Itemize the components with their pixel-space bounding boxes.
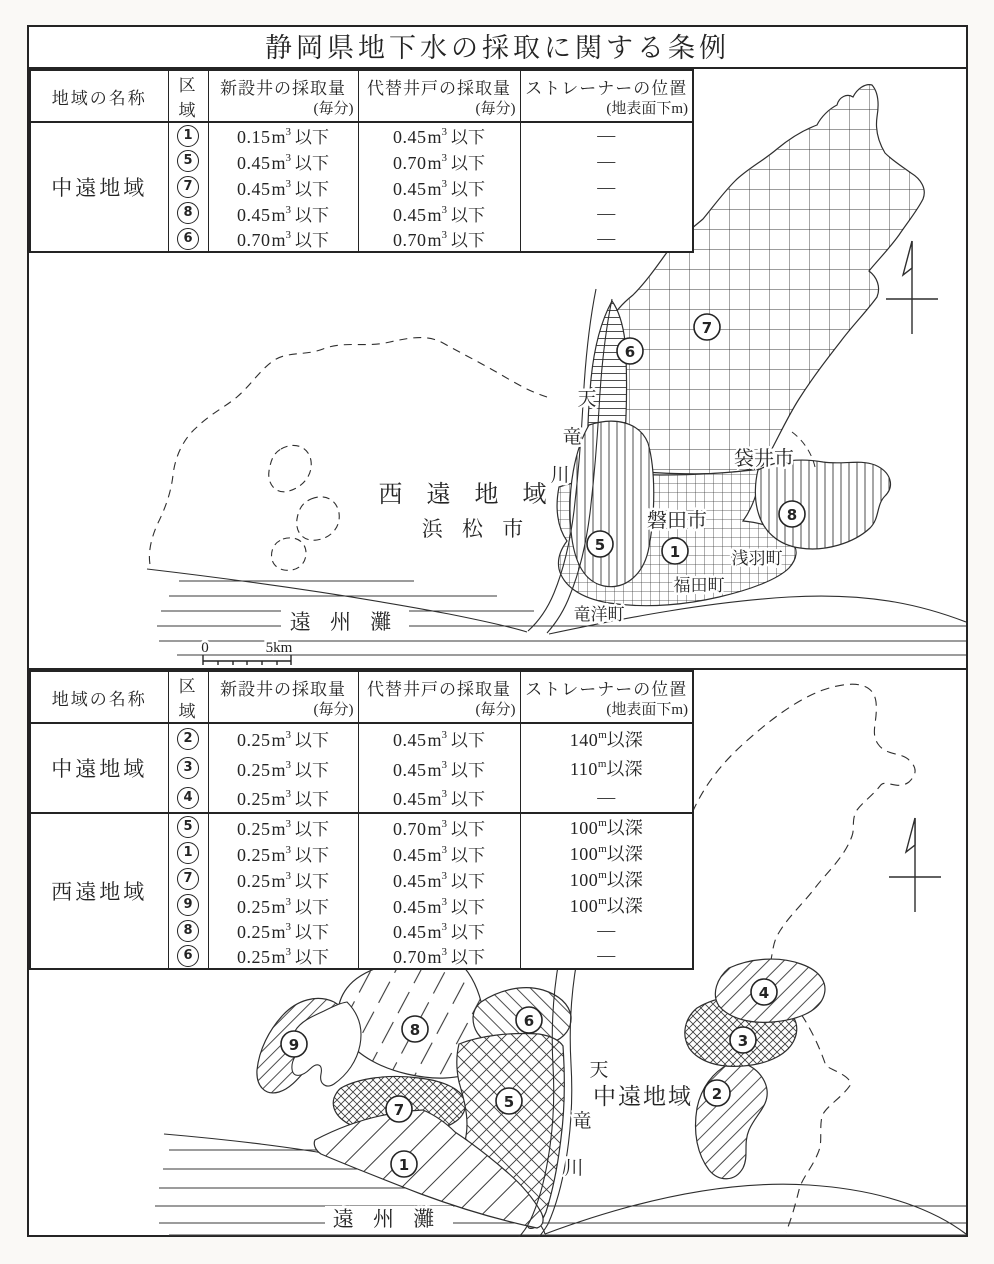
scale-bar	[201, 640, 292, 665]
svg-text:3: 3	[737, 1032, 749, 1050]
new-well-value: $0.25m^3$ 以下	[208, 783, 358, 813]
col-header-new-well: 新設井の採取量 (毎分)	[208, 671, 358, 723]
enshunada-label: 遠 州 灘	[289, 610, 399, 634]
repl-well-value: $0.45m^3$ 以下	[358, 723, 520, 753]
strainer-value: 140$^m$以深	[520, 723, 693, 753]
zone-cell	[168, 813, 208, 840]
strainer-value: 110$^m$以深	[520, 753, 693, 783]
table-row	[30, 813, 693, 840]
svg-text:7: 7	[393, 1101, 405, 1119]
col-header-new-well: 新設井の採取量 (毎分)	[208, 70, 358, 122]
col-header-strainer: ストレーナーの位置 (地表面下m)	[520, 671, 693, 723]
svg-text:6: 6	[624, 343, 636, 361]
regulation-table-seien	[29, 670, 694, 970]
asaba-town-label: 浅羽町	[731, 549, 783, 568]
strainer-value: —	[520, 148, 693, 174]
strainer-value: —	[520, 226, 693, 252]
new-well-value: $0.25m^3$ 以下	[208, 753, 358, 783]
zone-5-region	[570, 421, 654, 586]
table-row	[30, 723, 693, 753]
repl-well-value: $0.45m^3$ 以下	[358, 783, 520, 813]
col-header-region: 地域の名称	[30, 671, 168, 723]
repl-well-value: $0.45m^3$ 以下	[358, 866, 520, 892]
zone-badge: 8	[177, 920, 199, 942]
scale-end-label: 5km	[265, 640, 293, 656]
zone-7-badge	[386, 1096, 412, 1122]
page-title: 静岡県地下水の採取に関する条例	[29, 27, 966, 69]
document-frame	[27, 25, 968, 1237]
river-label-1: 天	[577, 389, 597, 410]
zone-8-badge	[779, 501, 805, 527]
river-label-2: 竜	[562, 427, 582, 448]
svg-text:5: 5	[594, 536, 606, 554]
zone-badge: 6	[177, 228, 199, 250]
col-header-region: 地域の名称	[30, 70, 168, 122]
new-well-value: $0.25m^3$ 以下	[208, 918, 358, 943]
enshunada-label: 遠 州 灘	[332, 1207, 442, 1231]
iwata-city-label: 磐田市	[647, 510, 707, 532]
river-label-3: 川	[564, 1158, 584, 1179]
fukude-town-label: 福田町	[673, 576, 725, 595]
zone-4-badge	[751, 979, 777, 1005]
col-header-strainer: ストレーナーの位置 (地表面下m)	[520, 70, 693, 122]
fukuroi-city-label: 袋井市	[734, 448, 794, 470]
hamamatsu-city-label: 浜 松 市	[421, 517, 531, 541]
zone-cell	[168, 723, 208, 753]
svg-text:5: 5	[503, 1093, 515, 1111]
region-name: 中遠地域	[30, 122, 168, 252]
zone-6-badge	[516, 1007, 542, 1033]
svg-text:9: 9	[288, 1036, 300, 1054]
regulation-table-chuen	[29, 69, 694, 253]
zone-1-badge	[662, 538, 688, 564]
strainer-value: —	[520, 918, 693, 943]
river-label-1: 天	[589, 1060, 609, 1081]
zone-cell	[168, 892, 208, 918]
svg-text:7: 7	[701, 319, 713, 337]
table-row	[30, 122, 693, 148]
strainer-value: —	[520, 943, 693, 969]
new-well-value: $0.25m^3$ 以下	[208, 840, 358, 866]
new-well-value: $0.45m^3$ 以下	[208, 200, 358, 226]
repl-well-value: $0.45m^3$ 以下	[358, 918, 520, 943]
zone-cell	[168, 200, 208, 226]
zone-3-badge	[730, 1027, 756, 1053]
svg-text:1: 1	[669, 543, 681, 561]
zone-badge: 5	[177, 816, 199, 838]
zone-badge: 3	[177, 757, 199, 779]
strainer-value: —	[520, 174, 693, 200]
zone-badge: 7	[177, 868, 199, 890]
repl-well-value: $0.45m^3$ 以下	[358, 174, 520, 200]
svg-text:6: 6	[523, 1012, 535, 1030]
svg-text:2: 2	[711, 1085, 723, 1103]
strainer-value: 100$^m$以深	[520, 866, 693, 892]
strainer-value: —	[520, 200, 693, 226]
new-well-value: $0.45m^3$ 以下	[208, 174, 358, 200]
strainer-value: 100$^m$以深	[520, 840, 693, 866]
svg-text:4: 4	[758, 984, 770, 1002]
north-arrow	[889, 818, 941, 912]
coastline-east	[545, 1184, 966, 1234]
zone-badge: 5	[177, 150, 199, 172]
section-chuen	[29, 69, 966, 668]
zone-cell	[168, 226, 208, 252]
strainer-value: 100$^m$以深	[520, 813, 693, 840]
new-well-value: $0.45m^3$ 以下	[208, 148, 358, 174]
zone-cell	[168, 943, 208, 969]
zone-badge: 7	[177, 176, 199, 198]
region-name: 中遠地域	[30, 723, 168, 813]
repl-well-value: $0.45m^3$ 以下	[358, 840, 520, 866]
header-row	[30, 671, 693, 723]
new-well-value: $0.25m^3$ 以下	[208, 943, 358, 969]
zone-2-region	[696, 1063, 768, 1179]
repl-well-value: $0.70m^3$ 以下	[358, 148, 520, 174]
zone-cell	[168, 783, 208, 813]
strainer-value: 100$^m$以深	[520, 892, 693, 918]
col-header-repl-well: 代替井戸の採取量 (毎分)	[358, 671, 520, 723]
scale-start-label: 0	[201, 640, 209, 656]
zone-7-badge	[694, 314, 720, 340]
lake-hamana-outline	[269, 445, 340, 570]
new-well-value: $0.25m^3$ 以下	[208, 813, 358, 840]
svg-text:1: 1	[398, 1156, 410, 1174]
col-header-zone: 区域	[168, 671, 208, 723]
ryuyo-town-label: 竜洋町	[573, 605, 625, 624]
repl-well-value: $0.45m^3$ 以下	[358, 892, 520, 918]
zone-6-badge	[617, 338, 643, 364]
zone-2-badge	[704, 1080, 730, 1106]
river-label-3: 川	[550, 465, 570, 486]
chuen-area-label: 中遠地域	[593, 1084, 693, 1109]
zone-cell	[168, 753, 208, 783]
zone-cell	[168, 122, 208, 148]
new-well-value: $0.25m^3$ 以下	[208, 723, 358, 753]
zone-cell	[168, 918, 208, 943]
svg-text:8: 8	[786, 506, 798, 524]
region-name: 西遠地域	[30, 813, 168, 969]
zone-5-badge	[496, 1088, 522, 1114]
repl-well-value: $0.70m^3$ 以下	[358, 813, 520, 840]
zone-badge: 1	[177, 842, 199, 864]
new-well-value: $0.15m^3$ 以下	[208, 122, 358, 148]
col-header-repl-well: 代替井戸の採取量 (毎分)	[358, 70, 520, 122]
repl-well-value: $0.70m^3$ 以下	[358, 943, 520, 969]
zone-badge: 9	[177, 894, 199, 916]
sea-ruled-lines	[155, 1150, 966, 1235]
zone-8-region	[755, 460, 890, 549]
zone-8-badge	[402, 1016, 428, 1042]
new-well-value: $0.70m^3$ 以下	[208, 226, 358, 252]
repl-well-value: $0.45m^3$ 以下	[358, 122, 520, 148]
strainer-value: —	[520, 122, 693, 148]
svg-text:8: 8	[409, 1021, 421, 1039]
repl-well-value: $0.45m^3$ 以下	[358, 200, 520, 226]
zone-badge: 1	[177, 125, 199, 147]
repl-well-value: $0.70m^3$ 以下	[358, 226, 520, 252]
strainer-value: —	[520, 783, 693, 813]
new-well-value: $0.25m^3$ 以下	[208, 866, 358, 892]
section-seien	[29, 668, 966, 1237]
river-label-2: 竜	[572, 1111, 592, 1132]
zone-badge: 6	[177, 945, 199, 967]
zone-badge: 4	[177, 787, 199, 809]
zone-cell	[168, 148, 208, 174]
repl-well-value: $0.45m^3$ 以下	[358, 753, 520, 783]
north-arrow	[886, 241, 938, 334]
zone-9-badge	[281, 1031, 307, 1057]
zone-1-badge	[391, 1151, 417, 1177]
seien-area-label: 西 遠 地 域	[378, 482, 556, 508]
zone-5-badge	[587, 531, 613, 557]
header-row	[30, 70, 693, 122]
zone-badge: 2	[177, 728, 199, 750]
col-header-zone: 区域	[168, 70, 208, 122]
zone-cell	[168, 866, 208, 892]
zone-badge: 8	[177, 202, 199, 224]
new-well-value: $0.25m^3$ 以下	[208, 892, 358, 918]
zone-cell	[168, 840, 208, 866]
zone-cell	[168, 174, 208, 200]
